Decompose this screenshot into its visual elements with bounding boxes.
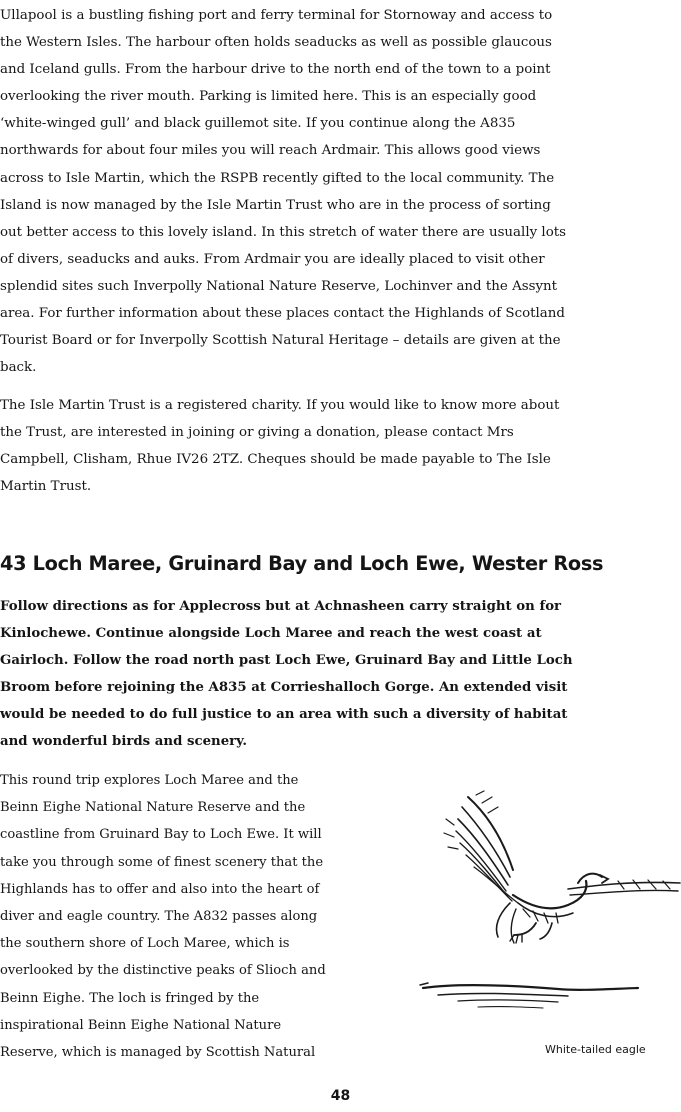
- isle-martin-trust-paragraph: The Isle Martin Trust is a registered charity. If you would like to know more about the Trust, are interested in joining or giving a donation, please contact Mrs Campbell, Clisham, Rhue IV26 2TZ. Cheques should be made payable to The Isle Martin Trust.: [0, 398, 560, 495]
- page-number: 48: [330, 1088, 351, 1104]
- ullapool-paragraph: Ullapool is a bustling fishing port and ferry terminal for Stornoway and access to the Western Isles. The harbour often holds seaducks as well as possible glaucous and Iceland gulls. From the harbour drive to the north end of the town to a point overlooking the river mouth. Parking is limited here. This is an especially good ‘white-winged gull’ and black guillemot site. If you continue along the A835 northwards for about four miles you will reach Ardmair. This allows good views across to Isle Martin, which the RSPB recently gifted to the local community. The Island is now managed by the Isle Martin Trust who are in the process of sorting out better access to this lovely island. In this stretch of water there are usually lots of divers, seaducks and auks. From Ardmair you are ideally placed to visit other splendid sites such Inverpolly National Nature Reserve, Lochinver and the Assynt area. For further information about these places contact the Highlands of Scotland Tourist Board or for Inverpolly Scottish Natural Heritage – details are given at the back.: [0, 8, 567, 376]
- eagle-drawing: [418, 785, 681, 1055]
- white-tailed-eagle-illustration: [418, 785, 681, 1055]
- section-heading: 43 Loch Maree, Gruinard Bay and Loch Ewe, Wester Ross: [0, 552, 604, 575]
- figure-caption: White-tailed eagle: [545, 1043, 646, 1056]
- directions-paragraph: Follow directions as for Applecross but at Achnasheen carry straight on for Kinlochewe. Continue alongside Loch Maree and reach the west coast at Gairloch. Follow the road north past Loch Ewe, Gruinard Bay and Little Loch Broom before rejoining the A835 at Corrieshalloch Gorge. An extended visit would be needed to do full justice to an area with such a diversity of habitat and wonderful birds and scenery.: [0, 599, 573, 749]
- round-trip-paragraph: This round trip explores Loch Maree and the Beinn Eighe National Nature Reserve and the coastline from Gruinard Bay to Loch Ewe. It will take you through some of finest scenery that the Highlands has to offer and also into the heart of diver and eagle country. The A832 passes along the southern shore of Loch Maree, which is overlooked by the distinctive peaks of Slioch and Beinn Eighe. The loch is fringed by the inspirational Beinn Eighe National Nature Reserve, which is managed by Scottish Natural: [0, 773, 326, 1061]
